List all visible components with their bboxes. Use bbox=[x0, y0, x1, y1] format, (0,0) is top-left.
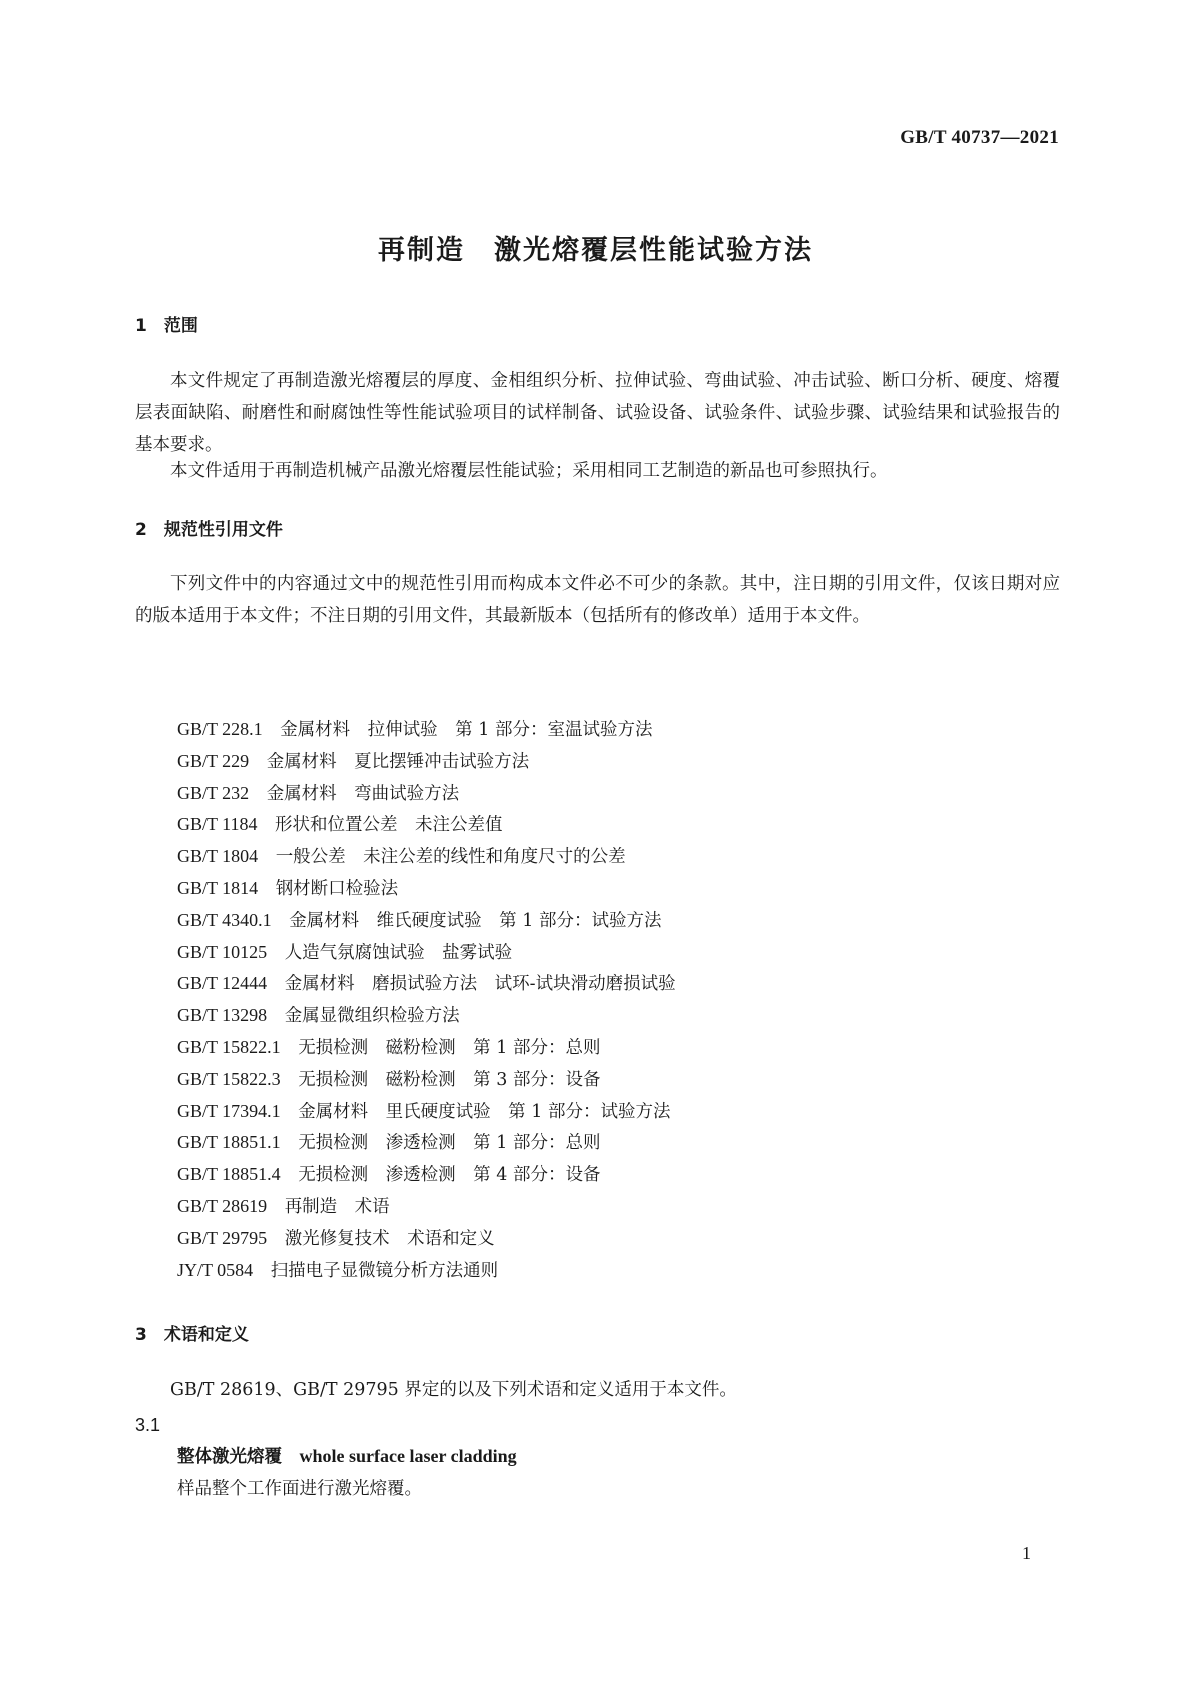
reference-code: GB/T 228.1 bbox=[177, 719, 263, 739]
reference-title: 无损检测 渗透检测 第 4 部分：设备 bbox=[298, 1165, 601, 1186]
reference-title: 激光修复技术 术语和定义 bbox=[284, 1228, 495, 1249]
reference-code: GB/T 15822.3 bbox=[177, 1068, 281, 1089]
scope-paragraph-2: 本文件适用于再制造机械产品激光熔覆层性能试验；采用相同工艺制造的新品也可参照执行。 bbox=[170, 461, 888, 481]
reference-item bbox=[177, 1191, 676, 1223]
reference-code: GB/T 18851.4 bbox=[177, 1164, 281, 1185]
reference-item bbox=[177, 873, 676, 905]
reference-item bbox=[177, 841, 676, 873]
reference-item bbox=[177, 1000, 676, 1032]
reference-item bbox=[177, 905, 676, 937]
reference-code: GB/T 1804 bbox=[177, 846, 259, 867]
reference-item bbox=[177, 778, 676, 810]
reference-code: GB/T 28619 bbox=[177, 1195, 268, 1216]
document-title: 再制造 激光熔覆层性能试验方法 bbox=[378, 235, 813, 266]
reference-title: 人造气氛腐蚀试验 盐雾试验 bbox=[284, 942, 513, 963]
references-intro: 下列文件中的内容通过文中的规范性引用而构成本文件必不可少的条款。其中，注日期的引用文件，仅该日期对应的版本适用于本文件；不注日期的引用文件，其最新版本（包括所有的修改单）适用于本文件。 bbox=[135, 574, 1060, 626]
reference-title: 金属材料 拉伸试验 第 1 部分：室温试验方法 bbox=[280, 720, 653, 740]
scope-paragraph-1: 本文件规定了再制造激光熔覆层的厚度、金相组织分析、拉伸试验、弯曲试验、冲击试验、断口分析、硬度、熔覆层表面缺陷、耐磨性和耐腐蚀性等性能试验项目的试样制备、试验设备、试验条件、试验步骤、试验结果和试验报告的基本要求。 bbox=[135, 371, 1060, 455]
standard-number: GB/T 40737—2021 bbox=[900, 127, 1059, 148]
term-heading bbox=[177, 1443, 517, 1468]
reference-code: GB/T 13298 bbox=[177, 1005, 268, 1026]
reference-title: 无损检测 渗透检测 第 1 部分：总则 bbox=[298, 1133, 601, 1154]
reference-title: 形状和位置公差 未注公差值 bbox=[275, 815, 503, 836]
reference-item bbox=[177, 1127, 676, 1159]
reference-item bbox=[177, 714, 676, 746]
reference-code: GB/T 10125 bbox=[177, 941, 268, 962]
reference-code: JY/T 0584 bbox=[177, 1259, 254, 1280]
reference-title: 金属材料 磨损试验方法 试环-试块滑动磨损试验 bbox=[284, 974, 676, 995]
reference-item bbox=[177, 968, 676, 1000]
reference-code: GB/T 229 bbox=[177, 750, 250, 771]
page-number: 1 bbox=[1022, 1543, 1031, 1563]
reference-code: GB/T 29795 bbox=[177, 1227, 268, 1248]
reference-title: 再制造 术语 bbox=[284, 1196, 390, 1217]
reference-title: 扫描电子显微镜分析方法通则 bbox=[270, 1260, 499, 1281]
reference-item bbox=[177, 1159, 676, 1191]
reference-title: 无损检测 磁粉检测 第 3 部分：设备 bbox=[298, 1069, 601, 1090]
reference-code: GB/T 12444 bbox=[177, 973, 268, 994]
term-definition: 样品整个工作面进行激光熔覆。 bbox=[177, 1479, 422, 1499]
reference-list bbox=[177, 714, 676, 1286]
reference-item bbox=[177, 809, 676, 841]
section-heading-terms: 3 术语和定义 bbox=[135, 1325, 249, 1345]
reference-code: GB/T 17394.1 bbox=[177, 1100, 281, 1121]
section-heading-scope: 1 范围 bbox=[135, 316, 198, 336]
reference-title: 一般公差 未注公差的线性和角度尺寸的公差 bbox=[275, 847, 626, 868]
reference-code: GB/T 4340.1 bbox=[177, 909, 272, 930]
term-english: whole surface laser cladding bbox=[299, 1446, 517, 1466]
reference-title: 无损检测 磁粉检测 第 1 部分：总则 bbox=[298, 1037, 601, 1058]
reference-title: 金属材料 里氏硬度试验 第 1 部分：试验方法 bbox=[298, 1101, 671, 1122]
terms-intro: GB/T 28619、GB/T 29795 界定的以及下列术语和定义适用于本文件。 bbox=[170, 1380, 737, 1400]
reference-title: 金属显微组织检验方法 bbox=[284, 1006, 460, 1027]
reference-title: 钢材断口检验法 bbox=[275, 878, 399, 899]
reference-item bbox=[177, 1255, 676, 1287]
reference-item bbox=[177, 1064, 676, 1096]
section-heading-normative-references: 2 规范性引用文件 bbox=[135, 520, 283, 540]
reference-code: GB/T 18851.1 bbox=[177, 1132, 281, 1153]
reference-code: GB/T 1184 bbox=[177, 814, 258, 835]
reference-title: 金属材料 夏比摆锤冲击试验方法 bbox=[266, 751, 530, 772]
reference-item bbox=[177, 1096, 676, 1128]
reference-item bbox=[177, 1223, 676, 1255]
reference-item bbox=[177, 1032, 676, 1064]
reference-code: GB/T 1814 bbox=[177, 877, 259, 898]
reference-title: 金属材料 维氏硬度试验 第 1 部分：试验方法 bbox=[289, 910, 662, 931]
reference-code: GB/T 232 bbox=[177, 782, 250, 803]
reference-code: GB/T 15822.1 bbox=[177, 1036, 281, 1057]
reference-title: 金属材料 弯曲试验方法 bbox=[266, 783, 460, 804]
reference-item bbox=[177, 746, 676, 778]
term-chinese: 整体激光熔覆 bbox=[177, 1447, 282, 1467]
term-number: 3.1 bbox=[135, 1415, 161, 1435]
reference-item bbox=[177, 937, 676, 969]
